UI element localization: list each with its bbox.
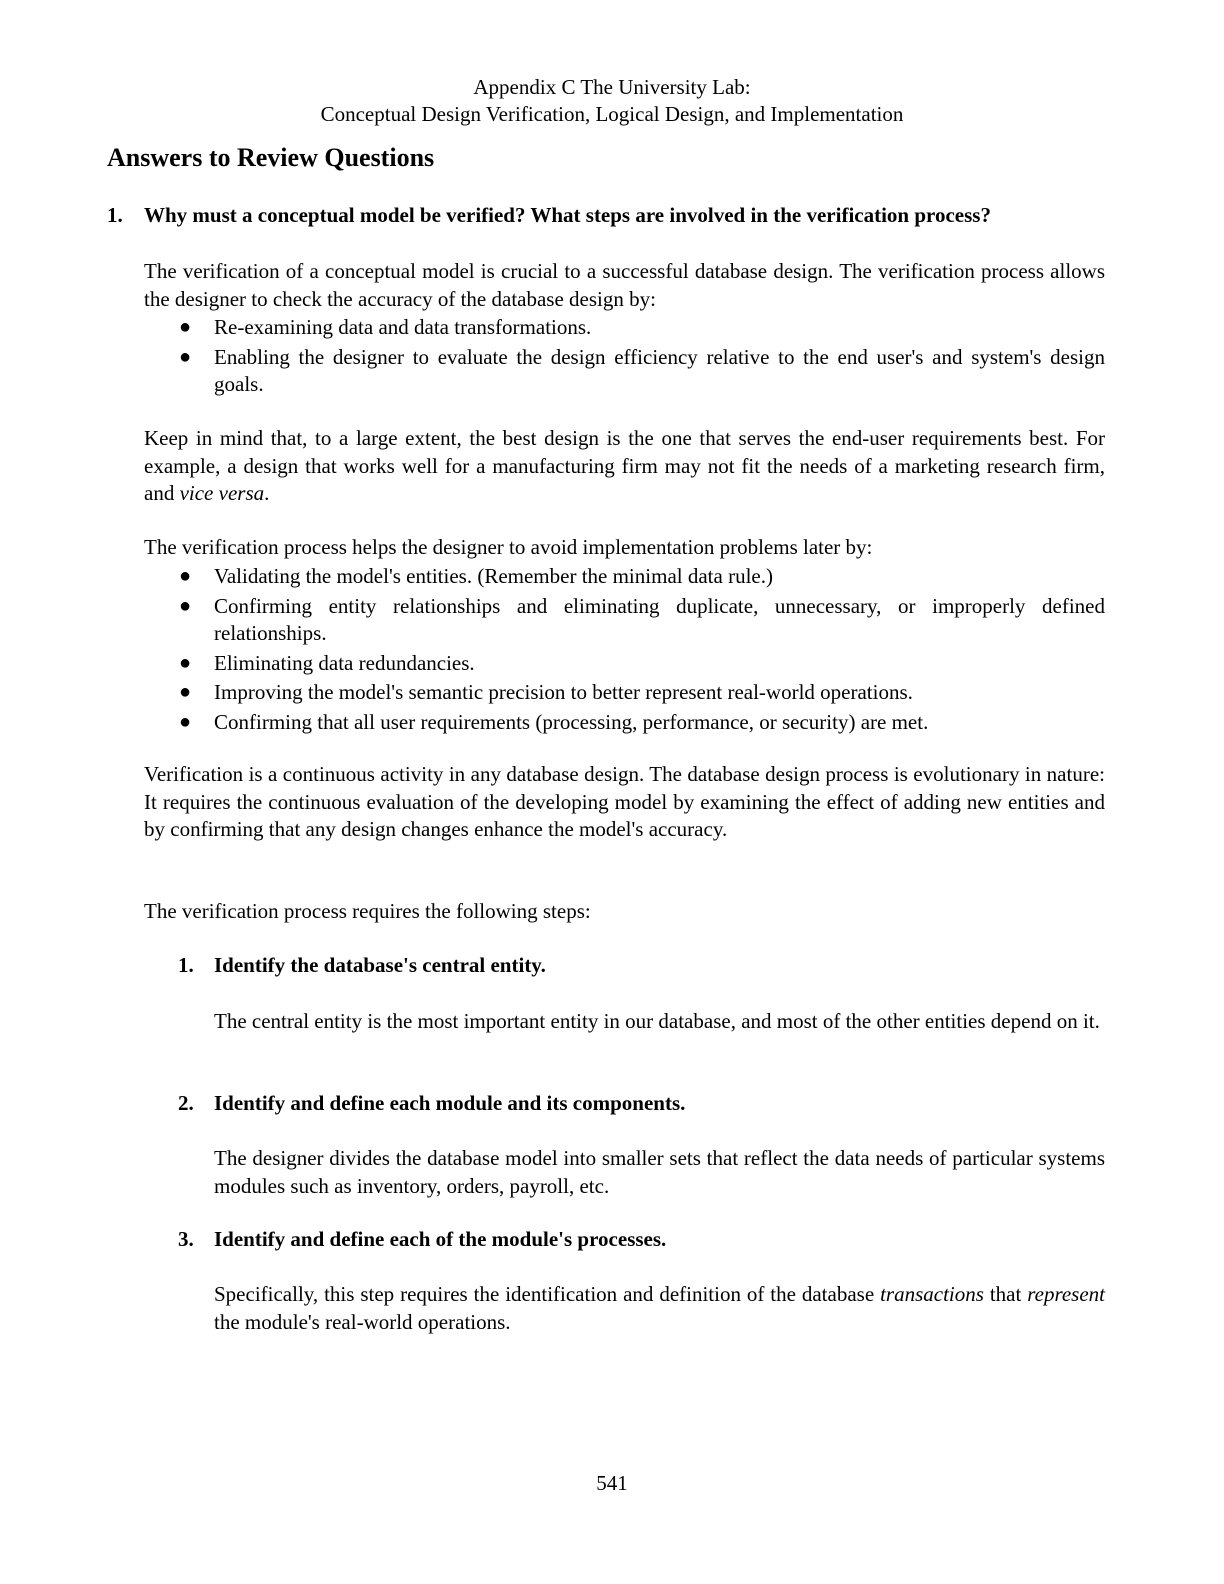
italic-represent: represent [1027,1282,1105,1306]
bullet-icon: ● [179,565,192,587]
paragraph-5: The verification process requires the following steps: [144,899,591,923]
list-item: ● Confirming that all user requirements (processing, performance, or security) are met. [144,709,1105,737]
italic-transactions: transactions [880,1282,984,1306]
header-line-2: Conceptual Design Verification, Logical Design, and Implementation [320,102,904,126]
section-title: Answers to Review Questions [107,143,435,172]
question-1 [107,203,1107,228]
question-number: 1. [107,203,123,227]
paragraph-2: Keep in mind that, to a large extent, the best design is the one that serves the end-user requirements best. For example, a design that works well for a manufacturing firm may not fit the needs of a marketing research firm, and vice versa. [144,426,1105,505]
bullet-icon: ● [179,710,192,733]
list-item: ● Confirming entity relationships and eliminating duplicate, unnecessary, or improperly defined relationships. [179,593,1105,645]
bullet-icon: ● [179,594,192,617]
paragraph-1: The verification of a conceptual model is crucial to a successful database design. The verification process allows the designer to check the accuracy of the database design by: [144,259,1105,311]
paragraph-4: Verification is a continuous activity in any database design. The database design process is evolutionary in nature: It requires the continuous evaluation of the developing model by examining the effect of adding new entities and by confirming that any design changes enhance the model's accuracy. [144,762,1105,841]
step-3-body: Specifically, this step requires the identification and definition of the database transactions that represent the module's real-world operations. [214,1282,1105,1334]
list-item: ● Eliminating data redundancies. [144,650,1105,678]
question-text: Why must a conceptual model be verified? What steps are involved in the verification process? [144,203,991,227]
bullet-list-1 [144,314,1105,401]
bullet-icon: ● [179,651,192,674]
step-1-body: The central entity is the most important entity in our database, and most of the other entities depend on it. [214,1009,1100,1033]
bullet-icon: ● [179,345,192,368]
paragraph-3: The verification process helps the designer to avoid implementation problems later by: [144,535,873,559]
step-3-title: 3. Identify and define each of the module's processes. [178,1227,667,1251]
bullet-icon: ● [179,681,192,703]
list-item: ● Re-examining data and data transformations. [144,314,1105,342]
step-1-title: 1. Identify the database's central entity. [178,953,546,977]
bullet-list-2 [144,563,1105,738]
list-item: ● Validating the model's entities. (Remember the minimal data rule.) [144,563,1105,591]
bullet-icon: ● [179,316,192,338]
step-2-title: 2. Identify and define each module and its components. [178,1091,686,1115]
step-2-body: The designer divides the database model into smaller sets that reflect the data needs of particular systems modules such as inventory, orders, payroll, etc. [214,1146,1105,1198]
list-item: ● Improving the model's semantic precision to better represent real-world operations. [144,679,1105,707]
page-number: 541 [596,1471,628,1495]
header-line-1: Appendix C The University Lab: [473,75,751,99]
list-item: ● Enabling the designer to evaluate the design efficiency relative to the end user's and system's design goals. [179,344,1105,396]
italic-vice-versa: vice versa [179,481,265,505]
